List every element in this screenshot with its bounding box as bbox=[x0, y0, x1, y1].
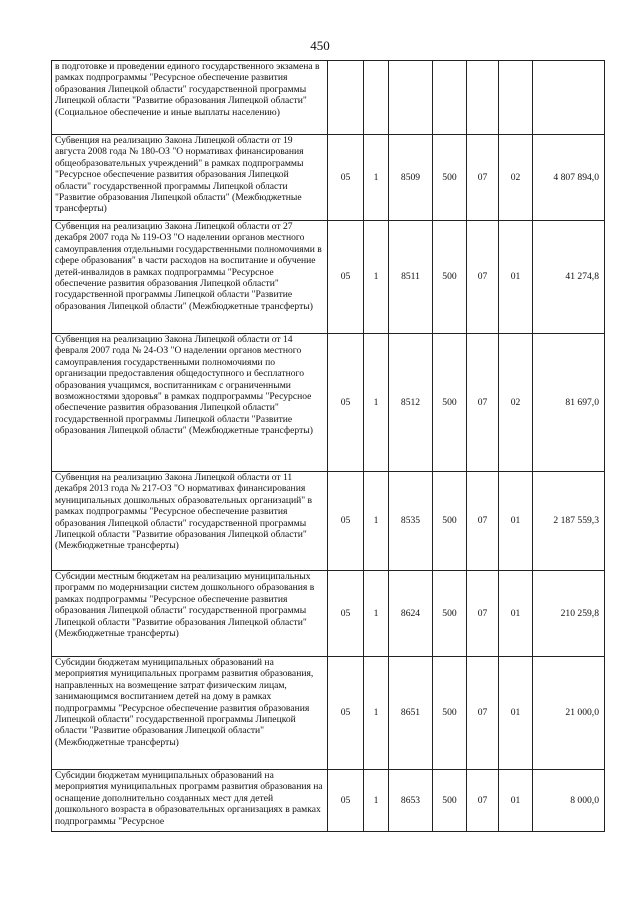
article-code: 8653 bbox=[389, 770, 433, 832]
subprogram-code: 1 bbox=[364, 770, 389, 832]
amount bbox=[533, 61, 605, 135]
subprogram-code: 1 bbox=[364, 472, 389, 571]
subsection-code: 02 bbox=[499, 135, 533, 221]
section-code: 07 bbox=[467, 221, 499, 334]
table-row bbox=[52, 571, 605, 657]
article-code: 8511 bbox=[389, 221, 433, 334]
row-description: Субвенция на реализацию Закона Липецкой области от 11 декабря 2013 года № 217-ОЗ "О нормативах финансирования муниципальных дошкольных образовательных организаций" в рамках подпрограммы "Ресурсное обеспечение развития образования Липецкой области" государственной программы Липецкой области "Развитие образования Липецкой области" (Межбюджетные трансферты) bbox=[52, 472, 328, 571]
amount: 8 000,0 bbox=[533, 770, 605, 832]
section-code: 07 bbox=[467, 571, 499, 657]
subprogram-code: 1 bbox=[364, 135, 389, 221]
amount: 41 274,8 bbox=[533, 221, 605, 334]
program-code: 05 bbox=[328, 657, 364, 770]
section-code: 07 bbox=[467, 334, 499, 472]
budget-table-body bbox=[52, 61, 605, 832]
expense-type-code: 500 bbox=[433, 770, 467, 832]
program-code bbox=[328, 61, 364, 135]
subprogram-code: 1 bbox=[364, 221, 389, 334]
program-code: 05 bbox=[328, 221, 364, 334]
table-row bbox=[52, 61, 605, 135]
article-code: 8651 bbox=[389, 657, 433, 770]
expense-type-code bbox=[433, 61, 467, 135]
row-description: Субсидии бюджетам муниципальных образований на мероприятия муниципальных программ развития образования на оснащение дополнительно созданных мест для детей дошкольного возраста в образовательных организациях в рамках подпрограммы "Ресурсное bbox=[52, 770, 328, 832]
expense-type-code: 500 bbox=[433, 571, 467, 657]
table-row bbox=[52, 770, 605, 832]
amount: 210 259,8 bbox=[533, 571, 605, 657]
expense-type-code: 500 bbox=[433, 472, 467, 571]
row-description: Субсидии бюджетам муниципальных образований на мероприятия муниципальных программ развития образования, направленных на возмещение затрат физическим лицам, занимающимся воспитанием детей на дому в рамках подпрограммы "Ресурсное обеспечение развития образования Липецкой области" государственной программы Липецкой области "Развитие образования Липецкой области" (Межбюджетные трансферты) bbox=[52, 657, 328, 770]
table-row bbox=[52, 657, 605, 770]
budget-table bbox=[51, 60, 605, 832]
amount: 2 187 559,3 bbox=[533, 472, 605, 571]
expense-type-code: 500 bbox=[433, 657, 467, 770]
amount: 4 807 894,0 bbox=[533, 135, 605, 221]
subsection-code: 01 bbox=[499, 571, 533, 657]
program-code: 05 bbox=[328, 135, 364, 221]
table-row bbox=[52, 472, 605, 571]
row-description: Субвенция на реализацию Закона Липецкой области от 19 августа 2008 года № 180-ОЗ "О нормативах финансирования общеобразовательных учреждений" в рамках подпрограммы "Ресурсное обеспечение развития образования Липецкой области" государственной программы Липецкой области "Развитие образования Липецкой области" (Межбюджетные трансферты) bbox=[52, 135, 328, 221]
page-number: 450 bbox=[310, 38, 330, 53]
row-description: в подготовке и проведении единого государственного экзамена в рамках подпрограммы "Ресурсное обеспечение развития образования Липецкой области" государственной программы Липецкой области "Развитие образования Липецкой области" (Социальное обеспечение и иные выплаты населению) bbox=[52, 61, 328, 135]
amount: 81 697,0 bbox=[533, 334, 605, 472]
program-code: 05 bbox=[328, 472, 364, 571]
row-description: Субсидии местным бюджетам на реализацию муниципальных программ по модернизации систем дошкольного образования в рамках подпрограммы "Ресурсное обеспечение развития образования Липецкой области" государственной программы Липецкой области "Развитие образования Липецкой области" (Межбюджетные трансферты) bbox=[52, 571, 328, 657]
article-code bbox=[389, 61, 433, 135]
program-code: 05 bbox=[328, 334, 364, 472]
table-row bbox=[52, 221, 605, 334]
subsection-code bbox=[499, 61, 533, 135]
amount: 21 000,0 bbox=[533, 657, 605, 770]
article-code: 8535 bbox=[389, 472, 433, 571]
subprogram-code: 1 bbox=[364, 571, 389, 657]
article-code: 8509 bbox=[389, 135, 433, 221]
expense-type-code: 500 bbox=[433, 334, 467, 472]
subprogram-code: 1 bbox=[364, 657, 389, 770]
expense-type-code: 500 bbox=[433, 221, 467, 334]
table-row bbox=[52, 135, 605, 221]
row-description: Субвенция на реализацию Закона Липецкой области от 14 февраля 2007 года № 24-ОЗ "О наделении органов местного самоуправления государственными полномочиями по организации предоставления общедоступного и бесплатного образования учащимся, воспитанникам с ограниченными возможностями здоровья" в рамках подпрограммы "Ресурсное обеспечение развития образования Липецкой области" государственной программы Липецкой области "Развитие образования Липецкой области" (Межбюджетные трансферты) bbox=[52, 334, 328, 472]
subsection-code: 01 bbox=[499, 657, 533, 770]
section-code: 07 bbox=[467, 657, 499, 770]
subprogram-code: 1 bbox=[364, 334, 389, 472]
section-code bbox=[467, 61, 499, 135]
article-code: 8512 bbox=[389, 334, 433, 472]
subsection-code: 02 bbox=[499, 334, 533, 472]
section-code: 07 bbox=[467, 770, 499, 832]
subsection-code: 01 bbox=[499, 770, 533, 832]
article-code: 8624 bbox=[389, 571, 433, 657]
expense-type-code: 500 bbox=[433, 135, 467, 221]
subsection-code: 01 bbox=[499, 472, 533, 571]
section-code: 07 bbox=[467, 472, 499, 571]
section-code: 07 bbox=[467, 135, 499, 221]
subprogram-code bbox=[364, 61, 389, 135]
subsection-code: 01 bbox=[499, 221, 533, 334]
program-code: 05 bbox=[328, 571, 364, 657]
row-description: Субвенция на реализацию Закона Липецкой области от 27 декабря 2007 года № 119-ОЗ "О наделении органов местного самоуправления отдельными государственными полномочиями в сфере образования" в части расходов на воспитание и обучение детей-инвалидов в рамках подпрограммы "Ресурсное обеспечение развития образования Липецкой области" государственной программы Липецкой области "Развитие образования Липецкой области" (Межбюджетные трансферты) bbox=[52, 221, 328, 334]
program-code: 05 bbox=[328, 770, 364, 832]
table-row bbox=[52, 334, 605, 472]
